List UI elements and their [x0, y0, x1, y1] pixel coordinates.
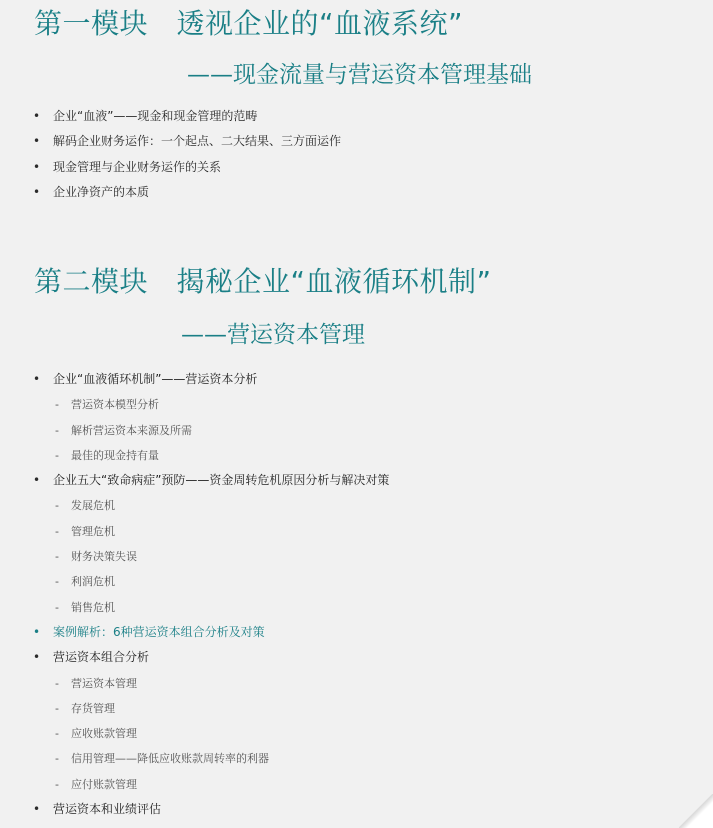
sub-item: - 存货管理: [0, 696, 713, 721]
sub-item: - 营运资本管理: [0, 671, 713, 696]
sub-item: - 解析营运资本来源及所需: [0, 418, 713, 443]
module-1-list: [0, 104, 713, 205]
module-2-list: [0, 367, 713, 822]
sub-item: - 利润危机: [0, 569, 713, 594]
list-item: • 企业净资产的本质: [0, 180, 713, 205]
list-item: • 企业“血液”——现金和现金管理的范畴: [0, 104, 713, 129]
sub-item: - 管理危机: [0, 519, 713, 544]
list-item: • 现金管理与企业财务运作的关系: [0, 155, 713, 180]
section-item: • 企业“血液循环机制”——营运资本分析: [0, 367, 713, 392]
section-item: • 营运资本和业绩评估: [0, 797, 713, 822]
section-item: • 企业五大“致命病症”预防——资金周转危机原因分析与解决对策: [0, 468, 713, 493]
sub-item: - 应收账款管理: [0, 721, 713, 746]
module-1-title: 第一模块 透视企业的“血液系统”: [34, 7, 464, 40]
case-study-item: • 案例解析：6种营运资本组合分析及对策: [0, 620, 713, 645]
module-2-subtitle: ——营运资本管理: [181, 322, 365, 348]
section-item: • 营运资本组合分析: [0, 645, 713, 670]
module-2-title: 第二模块 揭秘企业“血液循环机制”: [34, 265, 492, 298]
sub-item: - 信用管理——降低应收账款周转率的利器: [0, 746, 713, 771]
list-item: • 解码企业财务运作：一个起点、二大结果、三方面运作: [0, 129, 713, 154]
sub-item: - 财务决策失误: [0, 544, 713, 569]
sub-item: - 销售危机: [0, 595, 713, 620]
page-curl: [679, 794, 713, 828]
sub-item: - 最佳的现金持有量: [0, 443, 713, 468]
sub-item: - 发展危机: [0, 493, 713, 518]
module-1-subtitle: ——现金流量与营运资本管理基础: [187, 62, 532, 88]
sub-item: - 应付账款管理: [0, 772, 713, 797]
sub-item: - 营运资本模型分析: [0, 392, 713, 417]
